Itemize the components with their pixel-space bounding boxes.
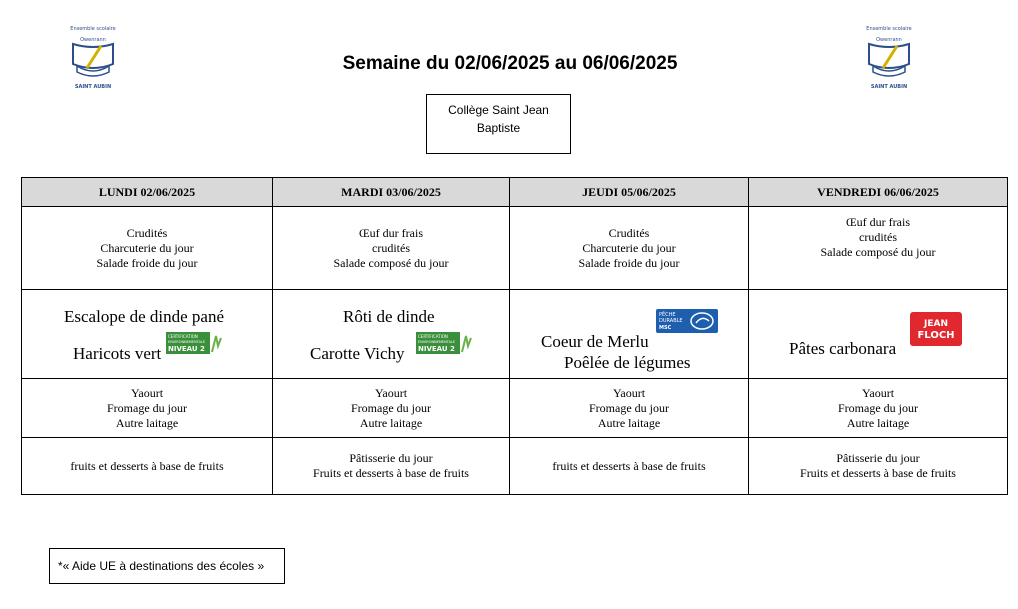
dairy-row: [22, 379, 1008, 438]
menu-item: fruits et desserts à base de fruits: [70, 458, 224, 473]
menu-item: Yaourt: [612, 385, 646, 400]
dairy-friday: [749, 379, 1008, 438]
starters-thursday: [510, 207, 749, 290]
day-header-tuesday: MARDI 03/06/2025: [273, 178, 510, 207]
day-header-row: [22, 178, 1008, 207]
day-header-friday: VENDREDI 06/06/2025: [749, 178, 1008, 207]
menu-item: Salade composé du jour: [820, 245, 936, 259]
dessert-thursday: [510, 438, 749, 495]
svg-text:Owenrann: Owenrann: [80, 37, 106, 43]
dairy-tuesday: [273, 379, 510, 438]
main-course-row: [22, 290, 1008, 379]
main-dish: Pâtes carbonara: [789, 339, 897, 358]
starters-friday: [749, 207, 1008, 290]
day-header-monday: LUNDI 02/06/2025: [22, 178, 273, 207]
svg-text:NIVEAU 2: NIVEAU 2: [168, 345, 205, 353]
dairy-thursday: [510, 379, 749, 438]
dessert-monday: [22, 438, 273, 495]
svg-text:NIVEAU 2: NIVEAU 2: [418, 345, 455, 353]
svg-text:SAINT AUBIN: SAINT AUBIN: [870, 84, 908, 90]
svg-text:CERTIFICATION: CERTIFICATION: [168, 334, 198, 339]
svg-text:Ensemble scolaire: Ensemble scolaire: [866, 26, 912, 32]
msc-sustainable-fishing-icon: [656, 309, 718, 333]
menu-item: Salade composé du jour: [333, 255, 449, 270]
menu-item: Fromage du jour: [589, 400, 669, 415]
svg-text:ENVIRONNEMENTALE: ENVIRONNEMENTALE: [168, 340, 206, 344]
svg-text:DURABLE: DURABLE: [659, 318, 683, 324]
main-tuesday: [273, 290, 510, 379]
environmental-certification-icon: [416, 332, 472, 354]
main-dish: Escalope de dinde pané: [64, 307, 225, 326]
menu-item: Salade froide du jour: [578, 255, 680, 270]
side-dish: Carotte Vichy: [310, 344, 405, 363]
svg-text:MSC: MSC: [659, 325, 672, 331]
svg-text:FLOCH: FLOCH: [917, 330, 955, 341]
dessert-row: [22, 438, 1008, 495]
menu-item: Pâtisserie du jour: [349, 451, 433, 465]
menu-item: Fromage du jour: [107, 400, 187, 415]
jean-floch-logo: [910, 312, 962, 346]
menu-item: Yaourt: [130, 385, 164, 400]
side-dish: Haricots vert: [73, 344, 162, 363]
dairy-monday: [22, 379, 273, 438]
svg-text:CERTIFICATION: CERTIFICATION: [418, 334, 448, 339]
school-logo-left: [63, 24, 123, 96]
menu-item: Charcuterie du jour: [100, 240, 194, 255]
svg-text:SAINT AUBIN: SAINT AUBIN: [74, 84, 112, 90]
starters-row: [22, 207, 1008, 290]
dessert-tuesday: [273, 438, 510, 495]
menu-item: Fruits et desserts à base de fruits: [313, 466, 469, 480]
menu-item: Charcuterie du jour: [582, 240, 676, 255]
menu-item: Œuf dur frais: [359, 225, 423, 240]
page-title: Semaine du 02/06/2025 au 06/06/2025: [342, 53, 678, 74]
school-logo-right: [859, 24, 919, 96]
menu-item: Yaourt: [374, 385, 408, 400]
day-header-thursday: JEUDI 05/06/2025: [510, 178, 749, 207]
main-thursday: [510, 290, 749, 379]
menu-item: Crudités: [608, 225, 650, 240]
menu-item: crudités: [372, 240, 410, 255]
menu-item: Salade froide du jour: [96, 255, 198, 270]
menu-item: Autre laitage: [359, 415, 423, 430]
dessert-friday: [749, 438, 1008, 495]
menu-item: Crudités: [126, 225, 168, 240]
menu-item: Yaourt: [861, 385, 895, 400]
school-name-line1: Collège Saint Jean: [448, 103, 549, 117]
starters-tuesday: [273, 207, 510, 290]
menu-item: Fromage du jour: [838, 400, 918, 415]
main-friday: [749, 290, 1008, 379]
menu-item: fruits et desserts à base de fruits: [552, 458, 706, 473]
svg-text:JEAN: JEAN: [924, 319, 948, 329]
footer-note: *« Aide UE à destinations des écoles »: [49, 548, 285, 584]
menu-item: Œuf dur frais: [846, 215, 910, 229]
menu-item: crudités: [859, 230, 897, 244]
menu-item: Autre laitage: [115, 415, 179, 430]
menu-item: Fromage du jour: [351, 400, 431, 415]
starters-monday: [22, 207, 273, 290]
svg-text:Owenrann: Owenrann: [876, 37, 902, 43]
svg-text:PÊCHE: PÊCHE: [659, 312, 676, 318]
svg-text:ENVIRONNEMENTALE: ENVIRONNEMENTALE: [418, 340, 456, 344]
svg-text:Ensemble scolaire: Ensemble scolaire: [70, 26, 116, 32]
menu-item: Autre laitage: [597, 415, 661, 430]
menu-item: Pâtisserie du jour: [836, 451, 920, 465]
school-name-box: [426, 94, 571, 154]
side-dish: Poêlée de légumes: [564, 353, 691, 372]
menu-item: Fruits et desserts à base de fruits: [800, 466, 956, 480]
school-name-line2: Baptiste: [476, 121, 521, 135]
main-dish: Coeur de Merlu: [541, 332, 649, 351]
main-dish: Rôti de dinde: [343, 307, 435, 326]
environmental-certification-icon: [166, 332, 222, 354]
menu-item: Autre laitage: [846, 415, 910, 430]
weekly-menu-table: [21, 177, 1008, 495]
main-monday: [22, 290, 273, 379]
